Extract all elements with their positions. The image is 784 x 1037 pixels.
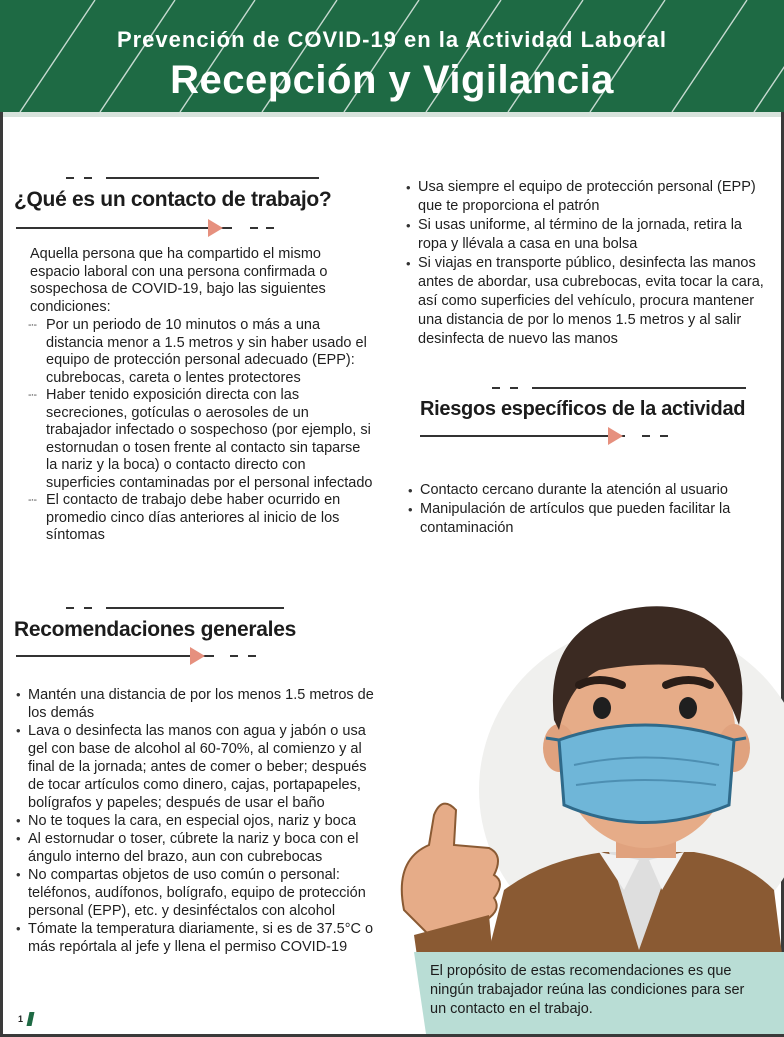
list-item: • Contacto cercano durante la atención al usuario [408, 482, 728, 498]
header-subtitle: Prevención de COVID-19 en la Actividad Laboral [116, 27, 668, 52]
riesgos-list [408, 481, 763, 538]
list-item: • Mantén una distancia de por los menos 1.5 metros de los demás [16, 687, 374, 721]
contacto-list [30, 317, 375, 545]
page-title: Recepción y Vigilancia [170, 58, 614, 102]
continuacion-list [406, 178, 766, 349]
recomendaciones-title: Recomendaciones generales [14, 618, 296, 641]
header-banner [0, 0, 784, 112]
list-item: • Usa siempre el equipo de protección personal (EPP) que te proporciona el patrón [406, 179, 756, 214]
list-item: -·- Por un periodo de 10 minutos o más a una distancia menor a 1.5 metros y sin haber usado el equipo de protección personal adecuado (EPP): cubrebocas, careta o lentes protectores [28, 317, 367, 386]
list-item: • Si viajas en transporte público, desinfecta las manos antes de abordar, usa cubrebocas, evita tocar la cara, así como superficies del vehículo, procura mantener una distancia de por lo menos 1.5 metros y al salir desinfecta de nuevo las manos [406, 255, 764, 347]
page-number-mark [27, 1012, 35, 1026]
contacto-title: ¿Qué es un contacto de trabajo? [14, 188, 332, 211]
masked-man-illustration [394, 590, 784, 975]
list-item: -·- Haber tenido exposición directa con las secreciones, gotículas o aerosoles de un trabajador infectado o sospechoso (por ejemplo, si estornudan o tosen frente al contacto sin taparse la nariz y la boca) o contacto directo con superficies contaminadas por el personal infectado [28, 387, 373, 491]
list-item: • Lava o desinfecta las manos con agua y jabón o usa gel con base de alcohol al 60-70%, al comienzo y al final de la jornada; antes de comer o beber; después de tocar artículos como dinero, cajas, portapapeles, bolígrafos y papeles; después de usar el baño [16, 723, 367, 811]
frame-left [0, 112, 3, 1037]
header-strip [0, 112, 784, 117]
page-number: 1 [18, 1014, 24, 1024]
list-item: • Si usas uniforme, al término de la jornada, retira la ropa y llévala a casa en una bolsa [406, 217, 742, 252]
list-item: • No te toques la cara, en especial ojos, nariz y boca [16, 813, 357, 829]
list-item: • Tómate la temperatura diariamente, si es de 37.5°C o más repórtala al jefe y llena el permiso COVID-19 [16, 921, 374, 955]
list-item: • Al estornudar o toser, cúbrete la nariz y boca con el ángulo interno del brazo, aun con cubrebocas [16, 831, 359, 865]
riesgos-title: Riesgos específicos de la actividad [420, 398, 746, 420]
list-item: • No compartas objetos de uso común o personal: teléfonos, audífonos, bolígrafo, equipo de protección personal (EPP), etc. y desinféctalos con alcohol [16, 867, 366, 919]
list-item: -·- El contacto de trabajo debe haber ocurrido en promedio cinco días anteriores al inicio de los síntomas [28, 492, 341, 543]
recomendaciones-list [16, 686, 374, 956]
callout-text: El propósito de estas recomendaciones es que ningún trabajador reúna las condiciones para ser un contacto en el trabajo. [430, 963, 745, 1017]
list-item: • Manipulación de artículos que pueden facilitar la contaminación [408, 501, 731, 536]
contacto-intro: Aquella persona que ha compartido el mismo espacio laboral con una persona confirmada o sospechosa de COVID-19, bajo las siguientes condiciones: [30, 246, 328, 315]
